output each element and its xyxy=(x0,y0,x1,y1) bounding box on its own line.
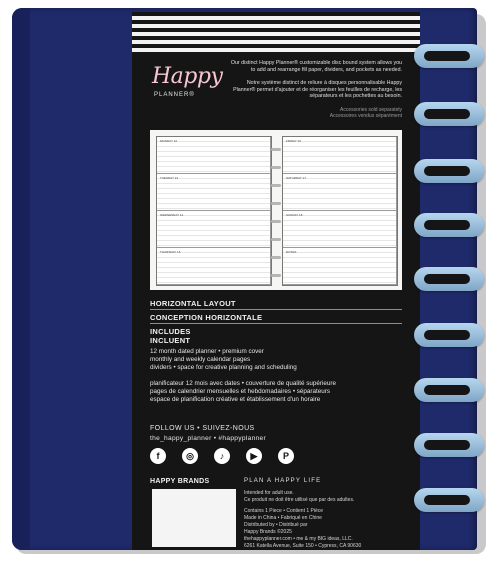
barcode-area xyxy=(152,489,236,547)
day-label: TUESDAY 13 xyxy=(160,176,179,180)
facebook-icon: f xyxy=(150,448,166,464)
layout-title-english: HORIZONTAL LAYOUT xyxy=(150,299,236,308)
logo-subtitle: PLANNER® xyxy=(154,92,195,98)
preview-ring xyxy=(271,166,281,169)
feature-line: dividers • space for creative planning and scheduling xyxy=(150,364,297,371)
day-label: FRIDAY 16 xyxy=(286,139,301,143)
divider xyxy=(150,323,402,324)
tagline: PLAN A HAPPY LIFE xyxy=(244,478,322,484)
legal-line: Intended for adult use. xyxy=(244,490,294,496)
legal-line: Made in China • Fabriqué en Chine xyxy=(244,515,322,521)
legal-line: 6261 Katella Avenue, Suite 150 • Cypress, CA 90630 xyxy=(244,543,362,549)
blurb-english: Our distinct Happy Planner® customizable disc bound system allows you to add and rearrange fill paper, dividers, and pockets as needed. xyxy=(230,60,402,73)
legal-line: Ce produit ne doit être utilisé que par des adultes. xyxy=(244,497,355,503)
feature-line: espace de planification créative et établissement d'un horaire xyxy=(150,396,321,403)
notes-label: NOTES xyxy=(286,250,297,254)
accessories-english: Accessories sold separately xyxy=(340,107,402,113)
day-cell xyxy=(283,137,397,174)
feature-line: pages de calendrier mensuelles et hebdomadaires • séparateurs xyxy=(150,388,331,395)
page-preview xyxy=(150,130,402,290)
happy-planner-logo: Happy xyxy=(152,64,223,89)
day-cell xyxy=(157,211,271,248)
day-label: THURSDAY 15 xyxy=(160,250,181,254)
includes-english: INCLUDES xyxy=(150,327,191,336)
stripe xyxy=(132,24,420,28)
blurb-french: Notre système distinct de reliure à disques personnalisable Happy Planner® permet d'ajouter et de réorganiser les feuilles de recharge, les séparateurs et les pochettes au besoin. xyxy=(233,80,402,100)
binding-disc xyxy=(414,488,488,514)
tiktok-icon: ♪ xyxy=(214,448,230,464)
binding-disc xyxy=(414,323,488,349)
day-cell xyxy=(157,248,271,285)
preview-ring xyxy=(271,184,281,187)
feature-line: monthly and weekly calendar pages xyxy=(150,356,251,363)
preview-ring xyxy=(271,220,281,223)
day-label: WEDNESDAY 14 xyxy=(160,213,184,217)
preview-ring xyxy=(271,148,281,151)
day-cell xyxy=(283,174,397,211)
legal-line: Happy Brands ©2025 xyxy=(244,529,292,535)
divider xyxy=(150,309,402,310)
feature-line: 12 month dated planner • premium cover xyxy=(150,348,264,355)
features-french xyxy=(150,380,412,404)
binding-disc xyxy=(414,159,488,185)
stripe xyxy=(132,32,420,36)
day-label: SATURDAY 17 xyxy=(286,176,307,180)
packaging-card xyxy=(132,12,420,550)
notes-cell xyxy=(283,248,397,285)
preview-ring xyxy=(271,202,281,205)
binding-disc xyxy=(414,267,488,293)
stripe xyxy=(132,40,420,44)
features-english xyxy=(150,348,412,372)
preview-right-page xyxy=(282,136,398,286)
youtube-icon: ▶ xyxy=(246,448,262,464)
binding-disc xyxy=(414,213,488,239)
instagram-icon: ◎ xyxy=(182,448,198,464)
day-label: SUNDAY 18 xyxy=(286,213,303,217)
brand-logo: HAPPY BRANDS xyxy=(150,478,210,485)
social-handle: the_happy_planner • #happyplanner xyxy=(150,435,266,442)
preview-ring xyxy=(271,256,281,259)
binding-disc xyxy=(414,378,488,404)
day-cell xyxy=(283,211,397,248)
layout-title-french: CONCEPTION HORIZONTALE xyxy=(150,313,263,322)
preview-ring xyxy=(271,238,281,241)
planner-spine xyxy=(12,8,30,550)
legal-line: thehappyplanner.com • me & my BIG ideas, LLC. xyxy=(244,536,353,542)
legal-line: Distributed by • Distribué par xyxy=(244,522,308,528)
pinterest-icon: P xyxy=(278,448,294,464)
day-cell xyxy=(157,137,271,174)
preview-left-page xyxy=(156,136,272,286)
binding-disc xyxy=(414,44,488,70)
feature-line: planificateur 12 mois avec dates • couverture de qualité supérieure xyxy=(150,380,336,387)
legal-line: Contains 1 Piece • Contient 1 Pièce xyxy=(244,508,324,514)
binding-disc xyxy=(414,102,488,128)
binding-disc xyxy=(414,433,488,459)
includes-french: INCLUENT xyxy=(150,336,191,345)
follow-us: FOLLOW US • SUIVEZ-NOUS xyxy=(150,425,255,432)
accessories-french: Accessoires vendus séparément xyxy=(329,113,402,119)
preview-ring xyxy=(271,274,281,277)
stripe xyxy=(132,16,420,20)
day-cell xyxy=(157,174,271,211)
stripe xyxy=(132,48,420,52)
day-label: MONDAY 12 xyxy=(160,139,178,143)
